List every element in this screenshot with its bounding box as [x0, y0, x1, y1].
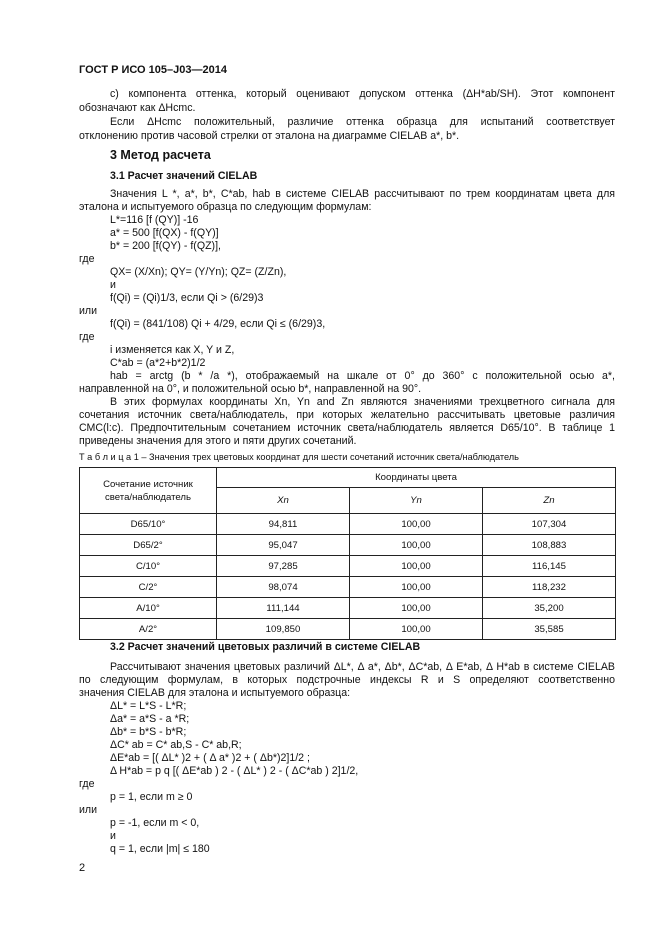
- cell-y: 100,00: [350, 514, 483, 535]
- cell-combo: D65/2°: [80, 535, 217, 556]
- or-label-2: или: [79, 804, 98, 816]
- cell-x: 109,850: [217, 619, 350, 640]
- cell-y: 100,00: [350, 535, 483, 556]
- formula-delta-e: ΔE*ab = [( ΔL* )2 + ( Δ a* )2 + ( Δb*)2]1/2 ;: [110, 752, 310, 764]
- where-label-1: где: [79, 253, 95, 265]
- cell-y: 100,00: [350, 577, 483, 598]
- cell-x: 95,047: [217, 535, 350, 556]
- formula-c: C*ab = (a*2+b*2)1/2: [110, 357, 206, 369]
- paragraph-coords-line-3: СМС(l:c). Предпочтительным сочетанием источник света/наблюдатель является D65/10°. В таблице 1: [79, 422, 615, 434]
- col-header-group: Координаты цвета: [217, 468, 616, 488]
- cell-y: 100,00: [350, 619, 483, 640]
- formula-fq-1: f(Qi) = (Qi)1/3, если Qi > (6/29)3: [110, 292, 264, 304]
- table-1: [79, 467, 616, 640]
- cell-x: 97,285: [217, 556, 350, 577]
- section-3-title: 3 Метод расчета: [110, 148, 211, 162]
- cell-y: 100,00: [350, 598, 483, 619]
- paragraph-coords-line-2: сочетания источник света/наблюдатель, при которых желательно рассчитывать цветовые различия: [79, 409, 615, 421]
- paragraph-values-line-1: Значения L *, a*, b*, C*ab, hab в системе CIELAB рассчитывают по трем координатам цвета для: [110, 188, 615, 200]
- table-row: [80, 556, 616, 577]
- cell-x: 94,811: [217, 514, 350, 535]
- paragraph-diff-line-3: значения CIELAB для эталона и испытуемого образца:: [79, 687, 351, 699]
- formula-a: a* = 500 [f(QX) - f(QY)]: [110, 227, 219, 239]
- i-variable-note: i изменяется как X, Y и Z,: [110, 344, 235, 356]
- cell-z: 107,304: [483, 514, 616, 535]
- cell-z: 35,585: [483, 619, 616, 640]
- formula-fq-2: f(Qi) = (841/108) Qi + 4/29, если Qi ≤ (6/29)3,: [110, 318, 326, 330]
- cell-combo: D65/10°: [80, 514, 217, 535]
- formula-delta-c: ΔC* ab = C* ab,S - C* ab,R;: [110, 739, 242, 751]
- col-header-combination-line-2: света/наблюдатель: [105, 491, 191, 503]
- paragraph-c-line-2: обозначают как ΔHcmc.: [79, 102, 196, 114]
- table-row: [80, 535, 616, 556]
- paragraph-coords-line-1: В этих формулах координаты Xn, Yn and Zn являются значениями трехцветного сигнала для: [110, 396, 615, 408]
- formula-delta-b: Δb* = b*S - b*R;: [110, 726, 187, 738]
- paragraph-diff-line-2: по следующим формулам, в которых подстрочные индексы R и S определяют соответственно: [79, 674, 615, 686]
- condition-q: q = 1, если |m| ≤ 180: [110, 843, 210, 855]
- cell-combo: A/2°: [80, 619, 217, 640]
- formula-b: b* = 200 [f(QY) - f(QZ)],: [110, 240, 221, 252]
- table-row: [80, 598, 616, 619]
- table-row: [80, 577, 616, 598]
- paragraph-if-line-1: Если ΔHcmc положительный, различие оттенка образца для испытаний соответствует: [110, 116, 615, 128]
- paragraph-c-line-1: с) компонента оттенка, который оценивают допуском оттенка (ΔH*ab/SH). Этот компонент: [110, 88, 615, 100]
- section-3-2-title: 3.2 Расчет значений цветовых различий в системе CIELAB: [110, 641, 421, 653]
- paragraph-if-line-2: отклонению против часовой стрелки от эталона на диаграмме CIELAB a*, b*.: [79, 130, 460, 142]
- formula-h-line-1: hab = arctg (b * /a *), отображаемый на шкале от 0° до 360° с положительной осью a*,: [110, 370, 615, 382]
- paragraph-values-line-2: эталона и испытуемого образца по следующим формулам:: [79, 201, 372, 213]
- paragraph-coords-line-4: приведены значения для этого и пяти других сочетаний.: [79, 435, 357, 447]
- formula-delta-l: ΔL* = L*S - L*R;: [110, 700, 187, 712]
- cell-combo: C/2°: [80, 577, 217, 598]
- cell-x: 98,074: [217, 577, 350, 598]
- formula-delta-a: Δa* = a*S - a *R;: [110, 713, 190, 725]
- or-label-1: или: [79, 305, 98, 317]
- table-1-caption: Т а б л и ц а 1 – Значения трех цветовых координат для шести сочетаний источник света/наблюдатель: [79, 452, 519, 462]
- document-header: ГОСТ Р ИСО 105–J03—2014: [79, 64, 227, 76]
- cell-combo: A/10°: [80, 598, 217, 619]
- cell-x: 111,144: [217, 598, 350, 619]
- page-number: 2: [79, 862, 86, 874]
- condition-p-negative: p = -1, если m < 0,: [110, 817, 200, 829]
- formula-delta-h: Δ H*ab = p q [( ΔE*ab ) 2 - ( ΔL* ) 2 - ( ΔC*ab ) 2]1/2,: [110, 765, 359, 777]
- formula-l: L*=116 [f (QY)] -16: [110, 214, 199, 226]
- cell-z: 116,145: [483, 556, 616, 577]
- formula-q: QX= (X/Xn); QY= (Y/Yn); QZ= (Z/Zn),: [110, 266, 287, 278]
- col-header-combination-line-1: Сочетание источник: [103, 478, 193, 490]
- col-header-combination: [80, 468, 217, 514]
- paragraph-diff-line-1: Рассчитывают значения цветовых различий ΔL*, Δ a*, Δb*, ΔC*ab, Δ E*ab, Δ H*ab в системе CIELAB: [110, 661, 615, 673]
- where-label-3: где: [79, 778, 95, 790]
- formula-h-line-2: направленной на 0°, и положительной осью b*, направленной на 90°.: [79, 383, 422, 395]
- col-header-yn: Yn: [350, 488, 483, 514]
- section-3-1-title: 3.1 Расчет значений CIELAB: [110, 170, 258, 182]
- and-label-2: и: [110, 830, 116, 842]
- table-row: [80, 619, 616, 640]
- and-label-1: и: [110, 279, 116, 291]
- cell-combo: C/10°: [80, 556, 217, 577]
- cell-y: 100,00: [350, 556, 483, 577]
- cell-z: 108,883: [483, 535, 616, 556]
- condition-p-positive: p = 1, если m ≥ 0: [110, 791, 193, 803]
- where-label-2: где: [79, 331, 95, 343]
- table-row: [80, 514, 616, 535]
- cell-z: 118,232: [483, 577, 616, 598]
- col-header-xn: Xn: [217, 488, 350, 514]
- cell-z: 35,200: [483, 598, 616, 619]
- col-header-zn: Zn: [483, 488, 616, 514]
